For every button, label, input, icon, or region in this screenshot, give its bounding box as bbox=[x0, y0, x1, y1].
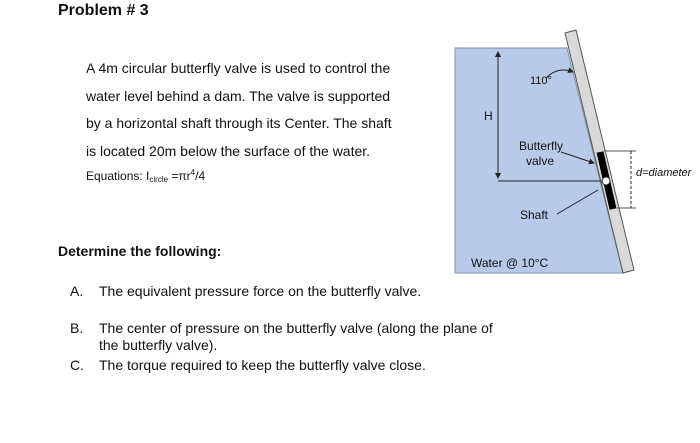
diameter-label: d=diameter bbox=[636, 167, 692, 179]
problem-line: is located 20m below the surface of the water. bbox=[86, 142, 371, 159]
problem-line: by a horizontal shaft through its Center. The shaft bbox=[86, 115, 392, 131]
equations-subscript: circle bbox=[149, 175, 169, 184]
depth-label: H bbox=[484, 109, 493, 123]
problem-line: water level behind a dam. The valve is supported bbox=[86, 87, 391, 104]
equations-formula-end: /4 bbox=[195, 169, 206, 183]
problem-line: A 4m circular butterfly valve is used to control the bbox=[86, 60, 391, 76]
question-text-line: the butterfly valve). bbox=[99, 337, 218, 353]
equations-formula: =πr bbox=[168, 169, 191, 183]
water-label: Water @ 10°C bbox=[471, 256, 549, 270]
angle-label: 110° bbox=[530, 75, 552, 87]
equations-label: Equations: I bbox=[86, 169, 150, 183]
equations-exponent: 4 bbox=[190, 168, 196, 177]
question-letter: C. bbox=[70, 357, 84, 373]
problem-title: Problem # 3 bbox=[58, 2, 149, 19]
determine-heading: Determine the following: bbox=[58, 243, 222, 259]
question-letter: A. bbox=[70, 283, 84, 299]
question-letter: B. bbox=[70, 320, 84, 336]
shaft-label: Shaft bbox=[520, 208, 549, 222]
valve-label: valve bbox=[526, 154, 555, 168]
question-text: The torque required to keep the butterfly valve close. bbox=[99, 357, 426, 373]
shaft-icon bbox=[602, 177, 610, 185]
question-text-line: The center of pressure on the butterfly valve (along the plane of bbox=[99, 320, 493, 336]
question-text: The equivalent pressure force on the butterfly valve. bbox=[99, 283, 422, 299]
valve-label: Butterfly bbox=[519, 139, 564, 153]
